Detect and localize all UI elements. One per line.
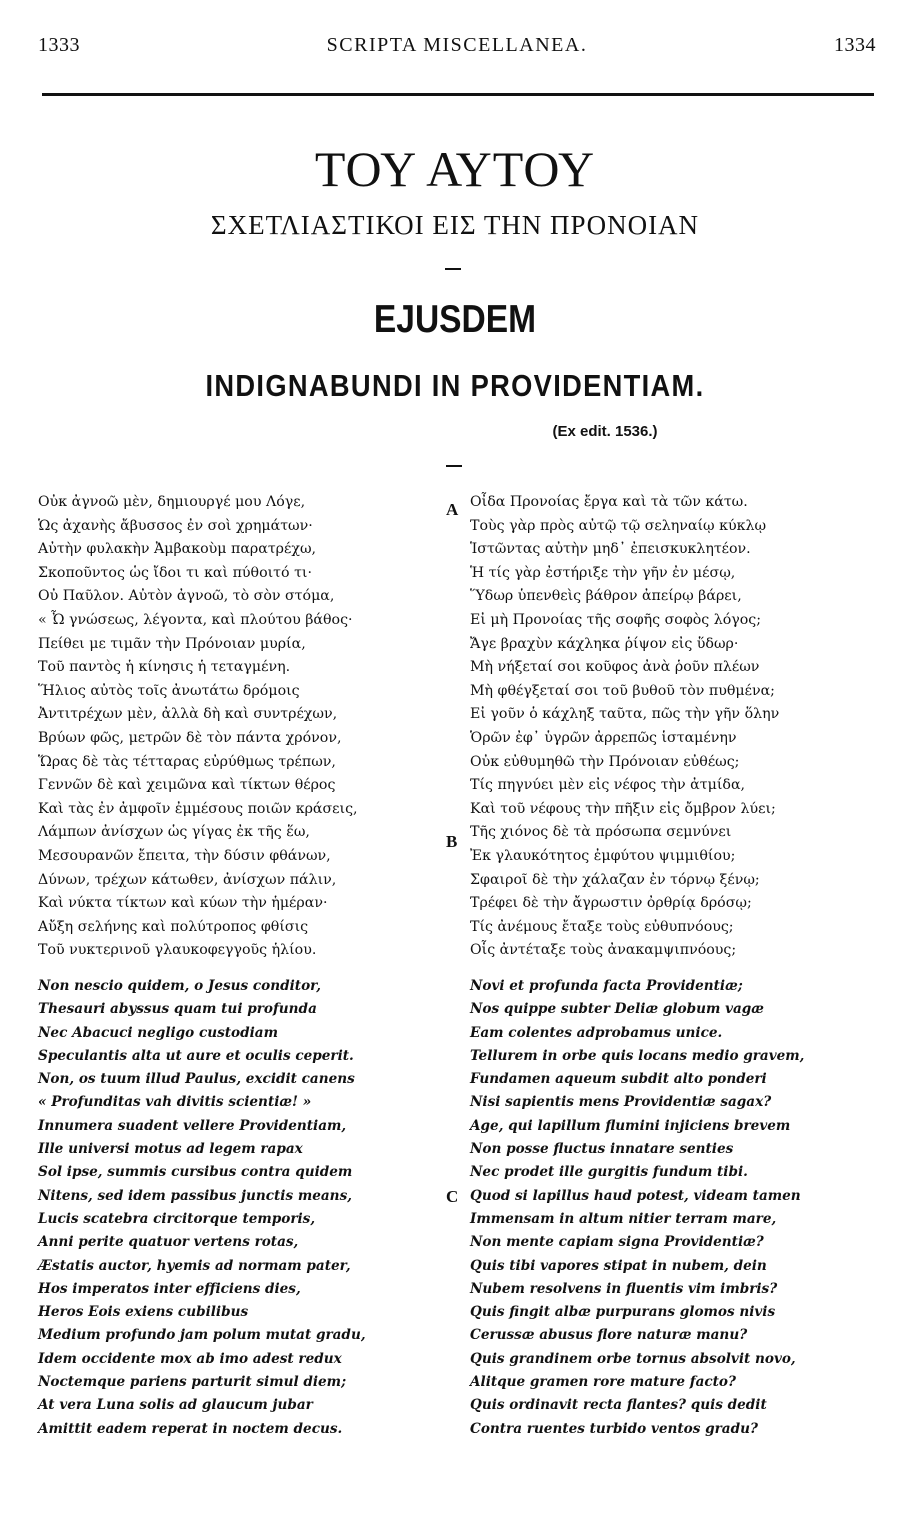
verse-line: Ille universi motus ad legem rapax [38,1141,303,1158]
verse-line: Non nescio quidem, o Jesus conditor, [38,978,322,994]
page-number-right: 1334 [834,34,876,56]
verse-line: Nec prodet ille gurgitis fundum tibi. [470,1164,748,1181]
verse-line: Novi et profunda facta Providentiæ; [470,978,743,994]
verse-line: Nos quippe subter Deliæ globum vagæ [470,1001,764,1018]
verse-line: Πείθει με τιμᾶν τὴν Πρόνοιαν μυρία, [38,635,306,652]
verse-line: Amittit eadem reperat in noctem decus. [38,1420,343,1437]
verse-line: Quis grandinem orbe tornus absolvit novo, [470,1350,796,1367]
verse-line: Τοὺς γὰρ πρὸς αὐτῷ τῷ σεληναίῳ κύκλῳ [470,517,767,534]
running-title: SCRIPTA MISCELLANEA. [326,34,588,56]
verse-line: Καὶ τὰς ἐν ἀμφοῖν ἐμμέσους ποιῶν κράσεις, [38,800,358,817]
verse-line: Ἀντιτρέχων μὲν, ἀλλὰ δὴ καὶ συντρέχων, [38,706,338,723]
verse-line: Τῆς χιόνος δὲ τὰ πρόσωπα σεμνύνει [470,824,732,841]
verse-line: Anni perite quatuor vertens rotas, [38,1234,299,1251]
verse-line: Ἐκ γλαυκότητος ἐμφύτου ψιμμιθίου; [470,847,736,864]
verse-line: Μεσουρανῶν ἔπειτα, τὴν δύσιν φθάνων, [38,847,331,864]
verse-line: Nisi sapientis mens Providentiæ sagax? [470,1094,772,1111]
separator-dash [446,465,462,467]
verse-line: Alitque gramen rore mature facto? [470,1374,736,1391]
verse-line: Βρύων φῶς, μετρῶν δὲ τὸν πάντα χρόνον, [38,729,342,746]
verse-line: Καὶ νύκτα τίκτων καὶ κύων τὴν ἡμέραν· [38,895,328,912]
verse-line: Quod si lapillus haud potest, videam tamen [470,1187,801,1204]
verse-line: Non posse fluctus innatare senties [470,1141,734,1158]
verse-line: Ὥρας δὲ τὰς τέτταρας εὐρύθμως τρέπων, [38,753,336,770]
latin-subtitle: INDIGNABUNDI IN PROVIDENTIAM. [205,368,705,403]
latin-text-right-column [470,975,804,1441]
verse-line: Speculantis alta ut aure et oculis ceperit. [38,1047,354,1064]
verse-line: Quis tibi vapores stipat in nubem, dein [470,1257,767,1274]
column-marker-b: B [446,832,458,851]
header-rule [42,93,874,96]
verse-line: Τρέφει δὲ τὴν ἄγρωστιν ὀρθρίᾳ δρόσῳ; [470,895,752,912]
greek-text-left-column [38,491,358,963]
verse-line: Σφαιροῖ δὲ τὴν χάλαζαν ἐν τόρνῳ ξένῳ; [470,871,760,888]
greek-text-right-column [470,491,779,963]
verse-line: Medium profundo jam polum mutat gradu, [38,1327,366,1344]
verse-line: Eam colentes adprobamus unice. [470,1024,723,1041]
column-marker-a: A [446,500,459,519]
latin-title: EJUSDEM [373,298,537,341]
verse-line: Ὡς ἀχανὴς ἄβυσσος ἐν σοὶ χρημάτων· [38,517,313,534]
verse-line: Οἷς ἀντέταξε τοὺς ἀνακαμψιπνόους; [470,942,737,959]
running-head [38,34,876,62]
verse-line: Quis fingit albæ purpurans glomos nivis [470,1304,776,1321]
verse-line: At vera Luna solis ad glaucum jubar [38,1397,313,1414]
verse-line: Æstatis auctor, hyemis ad normam pater, [38,1257,351,1274]
verse-line: Idem occidente mox ab imo adest redux [38,1350,342,1367]
verse-line: Τοῦ νυκτερινοῦ γλαυκοφεγγοῦς ἡλίου. [38,942,317,959]
verse-line: Innumera suadent vellere Providentiam, [38,1117,347,1134]
verse-line: Ἥλιος αὐτὸς τοῖς ἀνωτάτω δρόμοις [38,682,300,699]
verse-line: Thesauri abyssus quam tui profunda [38,1001,317,1018]
verse-line: Σκοποῦντος ὡς ἴδοι τι καὶ πύθοιτό τι· [38,564,313,581]
greek-subtitle: ΣΧΕΤΛΙΑΣΤΙΚΟΙ ΕΙΣ ΤΗΝ ΠΡΟΝΟΙΑΝ [210,210,700,240]
verse-line: Τίς πηγνύει μὲν εἰς νέφος τὴν ἀτμίδα, [470,777,746,794]
verse-line: Cerussæ abusus flore naturæ manu? [470,1327,748,1344]
verse-line: Lucis scatebra circitorque temporis, [38,1210,316,1227]
verse-line: Noctemque pariens parturit simul diem; [38,1374,347,1391]
verse-line: Age, qui lapillum flumini injiciens brevem [470,1117,791,1134]
verse-line: Ὕδωρ ὑπενθεὶς βάθρον ἀπείρῳ βάρει, [470,588,742,605]
page-number-left: 1333 [38,34,80,56]
verse-line: Μὴ φθέγξεταί σοι τοῦ βυθοῦ τὸν πυθμένα; [470,682,775,699]
verse-line: Non mente capiam signa Providentiæ? [470,1234,764,1251]
verse-line: Fundamen aqueum subdit alto ponderi [470,1071,767,1088]
verse-line: Ἡ τίς γὰρ ἐστήριξε τὴν γῆν ἐν μέσῳ, [470,564,736,581]
verse-line: Καὶ τοῦ νέφους τὴν πῆξιν εἰς ὄμβρον λύει; [470,800,776,817]
verse-line: Nitens, sed idem passibus junctis means, [38,1187,352,1204]
greek-title: ΤΟΥ ΑΥΤΟΥ [314,141,596,197]
verse-line: Non, os tuum illud Paulus, excidit canens [38,1071,355,1088]
verse-line: Αὔξη σελήνης καὶ πολύτροπος φθίσις [38,918,309,935]
verse-line: Εἰ μὴ Προνοίας τῆς σοφῆς σοφὸς λόγος; [470,611,762,628]
latin-text-left-column [38,975,366,1441]
verse-line: Οὐκ ἀγνοῶ μὲν, δημιουργέ μου Λόγε, [38,494,306,510]
verse-line: Μὴ νήξεταί σοι κοῦφος ἀνὰ ῥοῦν πλέων [470,659,760,676]
verse-line: Tellurem in orbe quis locans medio gravem, [470,1047,805,1064]
verse-line: Τοῦ παντὸς ἡ κίνησις ἡ τεταγμένη. [38,659,291,676]
verse-line: Ὁρῶν ἐφ᾽ ὑγρῶν ἀρρεπῶς ἱσταμένην [470,729,737,746]
verse-line: Quis ordinavit recta flantes? quis dedit [470,1397,767,1414]
verse-line: Δύνων, τρέχων κάτωθεν, ἀνίσχων πάλιν, [38,871,337,888]
verse-line: Αὐτὴν φυλακὴν Ἀμβακοὺμ παρατρέχω, [38,541,317,558]
verse-line: Ἱστῶντας αὐτὴν μηδ᾽ ἐπεισκυκλητέον. [470,541,751,558]
verse-line: « Ὦ γνώσεως, λέγοντα, καὶ πλούτου βάθος· [38,611,353,628]
verse-line: Heros Eois exiens cubilibus [38,1304,249,1321]
verse-line: Λάμπων ἀνίσχων ὡς γίγας ἐκ τῆς ἕω, [38,824,310,841]
verse-line: Hos imperatos inter efficiens dies, [38,1280,301,1297]
verse-line: « Profunditas vah divitis scientiæ! » [38,1094,312,1111]
column-marker-c: C [446,1187,459,1206]
verse-line: Ἄγε βραχὺν κάχληκα ῥίψον εἰς ὕδωρ· [470,635,739,652]
verse-line: Οὐ Παῦλον. Αὐτὸν ἀγνοῶ, τὸ σὸν στόμα, [38,588,335,605]
verse-line: Οὐκ εὐθυμηθῶ τὴν Πρόνοιαν εὐθέως; [470,753,740,770]
verse-line: Contra ruentes turbido ventos gradu? [470,1420,758,1437]
edition-note: (Ex edit. 1536.) [552,423,658,440]
verse-line: Nubem resolvens in fluentis vim imbris? [470,1280,778,1297]
verse-line: Immensam in altum nitier terram mare, [470,1210,777,1227]
verse-line: Εἰ γοῦν ὁ κάχληξ ταῦτα, πῶς τὴν γῆν ὅλην [470,706,780,723]
verse-line: Γεννῶν δὲ καὶ χειμῶνα καὶ τίκτων θέρος [38,777,336,794]
verse-line: Τίς ἀνέμους ἔταξε τοὺς εὐθυπνόους; [470,918,734,935]
verse-line: Nec Abacuci negligo custodiam [38,1024,278,1041]
separator-dash [445,268,461,270]
verse-line: Sol ipse, summis cursibus contra quidem [38,1164,353,1181]
verse-line: Οἶδα Προνοίας ἔργα καὶ τὰ τῶν κάτω. [470,494,748,510]
